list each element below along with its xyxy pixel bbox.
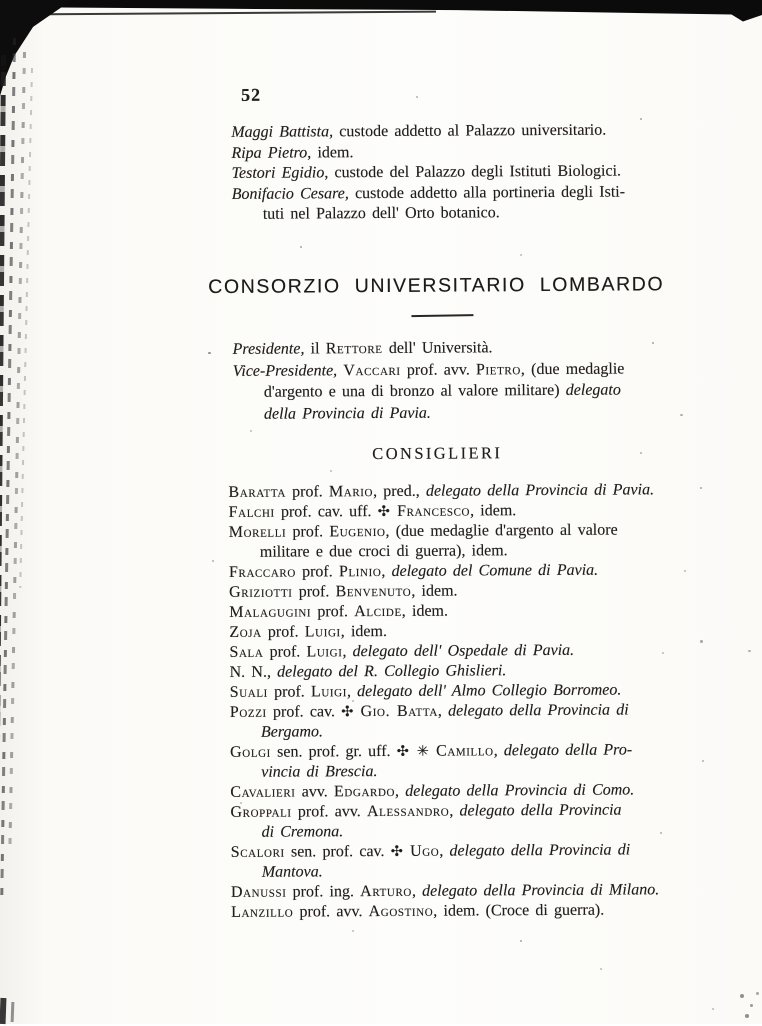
text-line: militare e due croci di guerra), idem. — [259, 542, 508, 561]
text-line: d'argento e una di bronzo al valore militare) delegato — [263, 381, 621, 401]
text-line: Maggi Battista, custode addetto al Palazzo universitario. — [231, 121, 607, 141]
text-line: Lanzillo prof. avv. Agostino, idem. (Croce di guerra). — [231, 901, 605, 921]
text-line: Sala prof. Luigi, delegato dell' Ospedale di Pavia. — [229, 641, 575, 661]
text-line: Fraccaro prof. Plinio, delegato del Comune di Pavia. — [228, 561, 599, 581]
text-line: di Cremona. — [261, 823, 344, 841]
text-line: Testori Egidio, custode del Palazzo degli Istituti Biologici. — [231, 162, 622, 183]
text-line: della Provincia di Pavia. — [263, 404, 431, 423]
heading-rule — [411, 314, 473, 317]
text-line: Baratta prof. Mario, pred., delegato della Provincia di Pavia. — [228, 481, 655, 501]
custodians-paragraph — [231, 120, 680, 226]
text-line: Groppali prof. avv. Alessandro, delegato della Provincia — [230, 801, 622, 821]
text-line: vincia di Brescia. — [261, 763, 378, 781]
text-line: N. N., delegato del R. Collegio Ghislieri. — [229, 662, 507, 681]
text-line: Vice-Presidente, Vaccari prof. avv. Pietro, (due medaglie — [232, 360, 625, 380]
text-line: Malagugini prof. Alcide, idem. — [229, 602, 449, 621]
text-line: Zoja prof. Luigi, idem. — [229, 622, 388, 641]
text-line: Griziotti prof. Benvenuto, idem. — [229, 582, 458, 601]
consiglieri-list — [228, 480, 683, 923]
text-line: Pozzi prof. cav. ✣ Gio. Batta, delegato della Provincia di — [229, 701, 629, 721]
text-line: Danussi prof. ing. Arturo, delegato della Provincia di Milano. — [230, 881, 660, 901]
text-line: tuti nel Palazzo dell' Orto botanico. — [262, 204, 500, 224]
text-line: Cavalieri avv. Edgardo, delegato della Provincia di Como. — [230, 781, 635, 801]
officers-paragraph — [233, 336, 682, 425]
text-line: Bonifacio Cesare, custode addetto alla portineria degli Isti- — [231, 183, 626, 203]
text-line: Mantova. — [261, 863, 323, 881]
text-line: Suali prof. Luigi, delegato dell' Almo Collegio Borromeo. — [229, 681, 622, 701]
text-line: Golgi sen. prof. gr. uff. ✣ ✳ Camillo, delegato della Pro- — [230, 741, 633, 761]
page-number: 52 — [241, 84, 262, 105]
text-line: Bergamo. — [260, 723, 324, 741]
text-line: Ripa Pietro, idem. — [231, 143, 354, 162]
text-line: Falchi prof. cav. uff. ✣ Francesco, idem. — [228, 502, 517, 521]
section-heading: CONSORZIO UNIVERSITARIO LOMBARDO — [208, 273, 665, 299]
text-line: Presidente, il Rettore dell' Università. — [232, 339, 493, 358]
subsection-heading: CONSIGLIERI — [372, 443, 503, 464]
text-line: Morelli prof. Eugenio, (due medaglie d'argento al valore — [228, 521, 618, 541]
text-line: Scalori sen. prof. cav. ✣ Ugo, delegato della Provincia di — [230, 841, 631, 861]
